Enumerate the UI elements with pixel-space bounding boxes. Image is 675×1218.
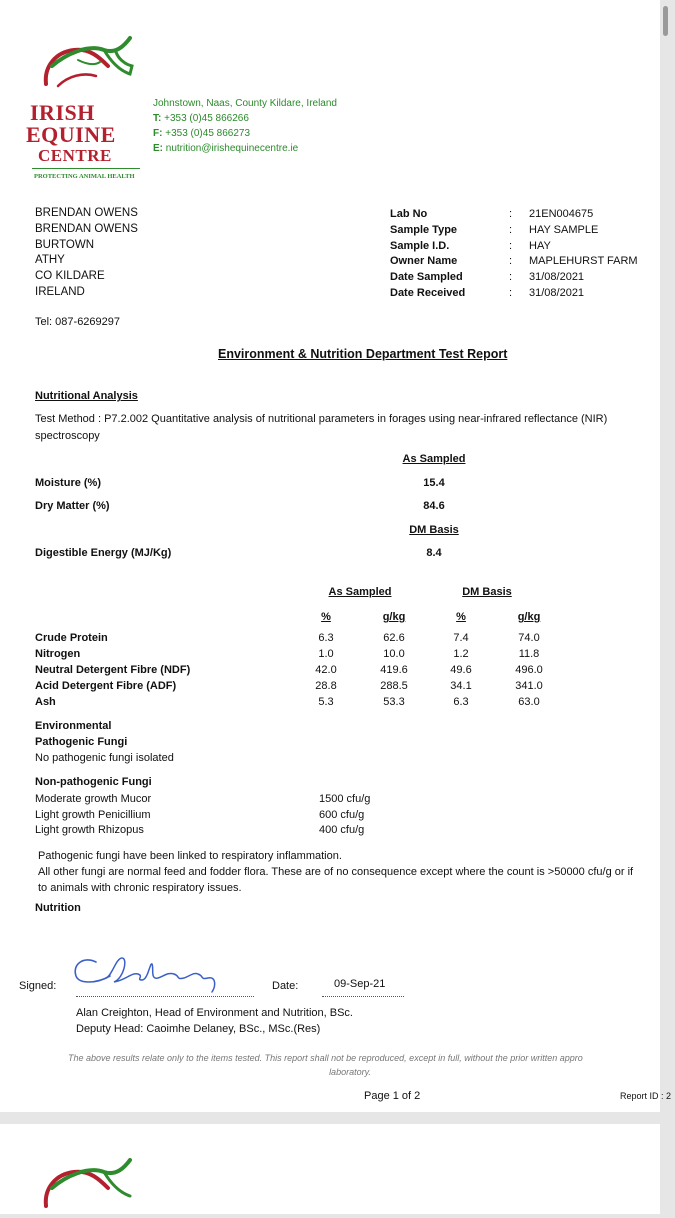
cell-as-pct: 5.3	[318, 696, 334, 708]
test-method-line1: Test Method : P7.2.002 Quantitative analysis of nutritional parameters in forages using near-infrared reflectance (NIR)	[35, 413, 608, 425]
signature-image	[66, 950, 266, 994]
meta-label: Sample I.D.	[390, 239, 450, 252]
logo-line-irish: IRISH	[30, 100, 95, 125]
cell-as-gkg: 419.6	[380, 664, 408, 676]
meta-colon: :	[509, 255, 513, 268]
logo-divider	[32, 168, 140, 169]
cell-dm-gkg: 341.0	[515, 680, 543, 692]
test-method-line2: spectroscopy	[35, 430, 100, 442]
irish-equine-centre-logo	[26, 28, 145, 188]
cell-as-gkg: 288.5	[380, 680, 408, 692]
nutritional-heading: Nutritional Analysis	[35, 390, 138, 402]
client-tel: Tel: 087-6269297	[35, 316, 121, 328]
org-fax-line: F: +353 (0)45 866273	[153, 128, 251, 139]
moisture-value: 15.4	[423, 477, 445, 489]
row-label: Neutral Detergent Fibre (NDF)	[35, 664, 191, 676]
meta-label: Date Received	[390, 286, 466, 299]
report-title: Environment & Nutrition Department Test Report	[218, 347, 508, 361]
meta-colon: :	[509, 286, 513, 299]
report-id: Report ID : 2	[620, 1091, 672, 1101]
unit-gkg: g/kg	[382, 611, 406, 623]
fungi-count: 1500 cfu/g	[319, 793, 371, 805]
horse-logo-icon	[38, 1158, 138, 1218]
cell-as-pct: 28.8	[315, 680, 337, 692]
meta-colon: :	[509, 239, 513, 252]
meta-value: HAY	[529, 239, 551, 252]
fungi-name: Light growth Penicillium	[35, 808, 151, 821]
meta-value: 31/08/2021	[529, 286, 585, 299]
meta-colon: :	[509, 223, 513, 236]
dm-basis-header: DM Basis	[409, 524, 459, 536]
table-row	[35, 632, 595, 648]
table-row	[35, 680, 595, 696]
cell-as-pct: 6.3	[318, 632, 334, 644]
pathogenic-fungi-heading: Pathogenic Fungi	[35, 736, 128, 748]
digestible-energy-label: Digestible Energy (MJ/Kg)	[35, 547, 172, 559]
logo-tagline: PROTECTING ANIMAL HEALTH	[34, 173, 135, 180]
fungi-note: to animals with chronic respiratory issues.	[38, 882, 242, 894]
fungi-name: Light growth Rhizopus	[35, 824, 144, 836]
cell-as-pct: 1.0	[318, 648, 334, 660]
as-sampled-header: As Sampled	[402, 453, 466, 465]
meta-label: Owner Name	[390, 255, 458, 268]
client-line: ATHY	[35, 254, 65, 267]
logo-line-equine: EQUINE	[26, 122, 116, 147]
pathogenic-fungi-result: No pathogenic fungi isolated	[35, 752, 174, 764]
date-label: Date:	[272, 980, 299, 992]
client-line: IRELAND	[35, 285, 85, 298]
signatory-head: Alan Creighton, Head of Environment and Nutrition, BSc.	[76, 1007, 353, 1019]
disclaimer-line1: The above results relate only to the items tested. This report shall not be reproduced, except in full, without the prior written appro	[68, 1053, 583, 1063]
table-group-as-sampled: As Sampled	[328, 586, 392, 598]
meta-label: Sample Type	[390, 223, 458, 236]
unit-pct: %	[321, 611, 331, 623]
meta-value: MAPLEHURST FARM	[529, 255, 638, 268]
cell-as-gkg: 10.0	[383, 648, 405, 660]
meta-colon: :	[509, 208, 513, 220]
dry-matter-value: 84.6	[423, 500, 445, 512]
row-label: Nitrogen	[35, 648, 81, 660]
fungi-count: 400 cfu/g	[319, 824, 365, 836]
sample-colons	[509, 207, 512, 302]
cell-dm-pct: 6.3	[453, 696, 469, 708]
cell-as-gkg: 53.3	[383, 696, 405, 708]
page-number: Page 1 of 2	[364, 1090, 421, 1102]
fungi-note: All other fungi are normal feed and fodder flora. These are of no consequence except where the count is >50000 cfu/g or if	[38, 866, 634, 878]
table-row	[35, 648, 595, 664]
client-address	[35, 206, 138, 301]
meta-value: HAY SAMPLE	[529, 223, 599, 236]
unit-gkg: g/kg	[517, 611, 541, 623]
cell-as-pct: 42.0	[315, 664, 337, 676]
table-row	[35, 664, 595, 680]
fungi-name: Moderate growth Mucor	[35, 793, 152, 805]
client-line: BURTOWN	[35, 238, 94, 251]
date-value: 09-Sep-21	[334, 978, 386, 990]
signatories	[76, 1005, 353, 1037]
cell-dm-pct: 1.2	[453, 648, 469, 660]
cell-dm-gkg: 63.0	[518, 696, 540, 708]
scrollbar-thumb[interactable]	[663, 6, 668, 36]
fungi-names	[35, 792, 151, 839]
signed-label: Signed:	[19, 980, 57, 992]
date-line	[322, 996, 404, 997]
signature-text	[66, 950, 71, 951]
cell-dm-gkg: 496.0	[515, 664, 543, 676]
signature-line	[76, 996, 254, 997]
cell-dm-pct: 7.4	[453, 632, 469, 644]
client-line: CO KILDARE	[35, 270, 105, 283]
row-label: Crude Protein	[35, 632, 108, 644]
dry-matter-label: Dry Matter (%)	[35, 500, 110, 512]
org-phone-line: T: +353 (0)45 866266	[153, 113, 249, 124]
logo-line-centre: CENTRE	[38, 146, 112, 165]
meta-value: 21EN004675	[529, 208, 594, 220]
fungi-note: Pathogenic fungi have been linked to respiratory inflammation.	[38, 850, 342, 862]
org-fax: +353 (0)45 866273	[165, 128, 251, 139]
disclaimer-line2: laboratory.	[329, 1067, 371, 1077]
meta-label: Date Sampled	[390, 271, 463, 284]
report-page-2	[0, 1124, 660, 1214]
table-row	[35, 696, 595, 712]
non-pathogenic-fungi-heading: Non-pathogenic Fungi	[35, 776, 152, 788]
nutrient-table	[35, 632, 595, 712]
moisture-label: Moisture (%)	[35, 477, 101, 489]
cell-dm-gkg: 74.0	[518, 632, 540, 644]
cell-dm-pct: 49.6	[450, 664, 472, 676]
cell-dm-gkg: 11.8	[518, 648, 540, 660]
nutrition-heading: Nutrition	[35, 902, 81, 914]
meta-colon: :	[509, 271, 513, 284]
digestible-energy-value: 8.4	[426, 547, 442, 559]
sample-values	[529, 207, 638, 302]
sample-labels	[390, 207, 465, 302]
table-group-dm-basis: DM Basis	[462, 586, 512, 598]
row-label: Acid Detergent Fibre (ADF)	[35, 680, 177, 692]
signatory-deputy: Deputy Head: Caoimhe Delaney, BSc., MSc.(Res)	[76, 1023, 321, 1035]
meta-label: Lab No	[390, 208, 428, 220]
unit-pct: %	[456, 611, 466, 623]
cell-dm-pct: 34.1	[450, 680, 472, 692]
fungi-count: 600 cfu/g	[319, 808, 365, 821]
horse-logo-icon	[38, 36, 138, 96]
org-email-line: E: nutrition@irishequinecentre.ie	[153, 143, 299, 154]
org-email[interactable]: nutrition@irishequinecentre.ie	[165, 143, 299, 154]
row-label: Ash	[35, 696, 56, 708]
handwritten-signature-icon	[66, 950, 266, 994]
meta-value: 31/08/2021	[529, 271, 585, 284]
org-contact	[153, 96, 337, 156]
client-line: BRENDAN OWENS	[35, 207, 138, 219]
org-phone: +353 (0)45 866266	[164, 113, 249, 124]
client-line: BRENDAN OWENS	[35, 222, 138, 235]
environmental-heading: Environmental	[35, 720, 112, 732]
fungi-counts	[319, 792, 370, 839]
cell-as-gkg: 62.6	[383, 632, 405, 644]
org-address: Johnstown, Naas, County Kildare, Ireland	[153, 98, 337, 109]
fungi-notes	[38, 848, 633, 896]
